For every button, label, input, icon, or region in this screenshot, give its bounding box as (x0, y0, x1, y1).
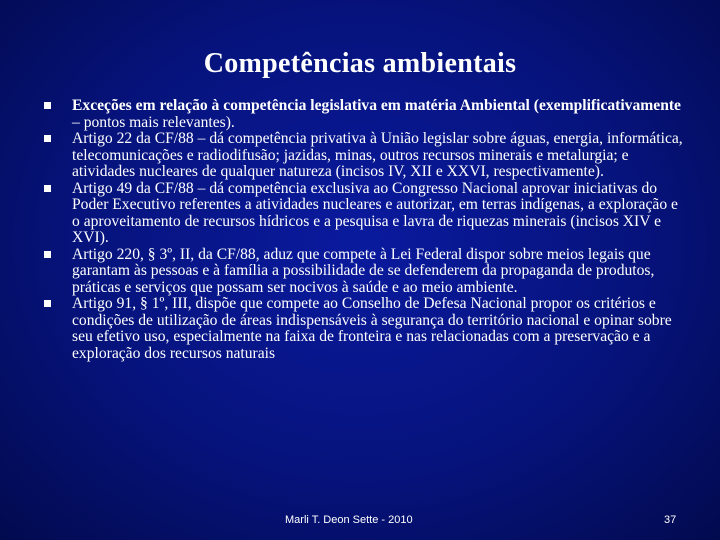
bullet-text-1-rest: – pontos mais relevantes). (72, 113, 235, 131)
bullet-text-5: Artigo 91, § 1º, III, dispõe que compete ao Conselho de Defesa Nacional propor os critérios e condições de utilização de áreas indispensáveis à segurança do território nacional e opinar sobre seu efetivo uso, especialmente na faixa de fronteira e nas relacionadas com a preservação e a exploração dos recursos naturais (72, 295, 672, 362)
footer-author: Marli T. Deon Sette - 2010 (285, 514, 413, 526)
bullet-item-4 (44, 247, 684, 297)
bullet-text-4: Artigo 220, § 3º, II, da CF/88, aduz que compete à Lei Federal dispor sobre meios legais que garantam às pessoas e à família a possibilidade de se defenderem da propaganda de produtos, práticas e serviços que possam ser nocivos à saúde e ao meio ambiente. (72, 245, 655, 296)
bullet-item-3 (44, 181, 684, 247)
bullet-item-2 (44, 131, 684, 181)
bullet-list (44, 98, 684, 362)
square-bullet-icon (44, 131, 72, 142)
bullet-item-5 (44, 296, 684, 362)
square-bullet-icon (44, 98, 72, 109)
slide-title: Competências ambientais (203, 48, 517, 79)
bullet-text-3: Artigo 49 da CF/88 – dá competência exclusiva ao Congresso Nacional aprovar iniciativas do Poder Executivo referentes a atividades nucleares e autorizar, em terras indígenas, a exploração e o aproveitamento de recursos hídricos e a pesquisa e lavra de riquezas minerais (incisos XIV e XVI). (72, 179, 678, 246)
square-bullet-icon (44, 296, 72, 307)
bullet-text-1 (72, 98, 684, 131)
square-bullet-icon (44, 247, 72, 258)
page-number: 37 (664, 514, 677, 526)
square-bullet-icon (44, 181, 72, 192)
bullet-text-1-bold: Exceções em relação à competência legislativa em matéria Ambiental (exemplificativamente (72, 97, 681, 114)
bullet-item-1 (44, 98, 684, 131)
bullet-text-2: Artigo 22 da CF/88 – dá competência privativa à União legislar sobre águas, energia, informática, telecomunicações e radiodifusão; jazidas, minas, outros recursos minerais e metalurgia; e atividades nucleares de qualquer natureza (incisos IV, XII e XXVI, respectivamente). (72, 130, 683, 180)
